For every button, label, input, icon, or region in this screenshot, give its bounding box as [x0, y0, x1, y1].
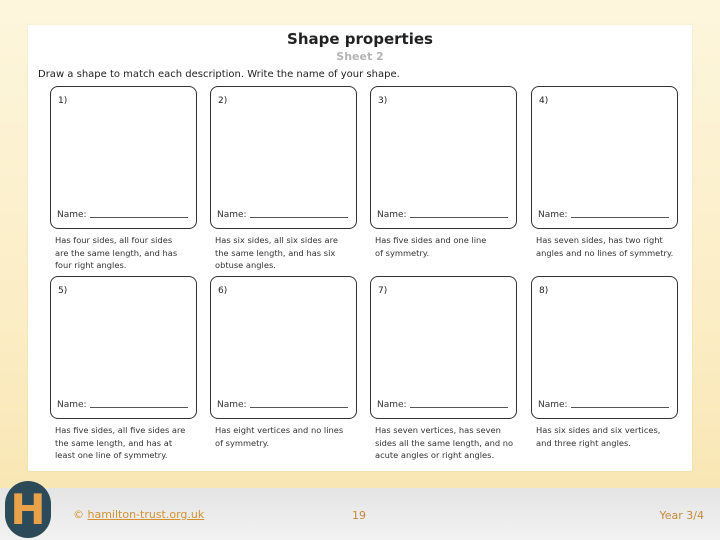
name-label: Name: [538, 210, 568, 220]
drawing-box[interactable] [50, 276, 197, 419]
copyright-link[interactable]: hamilton-trust.org.uk [87, 508, 205, 521]
box-number: 3) [378, 96, 388, 106]
worksheet-instruction: Draw a shape to match each description. Write the name of your shape. [38, 69, 400, 80]
box-number: 5) [58, 286, 68, 296]
description-line: obtuse angles. [215, 260, 276, 270]
shape-description [55, 424, 207, 462]
page-number: 19 [352, 509, 366, 522]
description-line: the same length, and has at [55, 437, 173, 448]
drawing-box[interactable] [210, 276, 357, 419]
description-line: angles and no lines of symmetry. [536, 247, 674, 258]
shape-description [536, 424, 688, 449]
description-line: the same length, and has six [215, 247, 336, 258]
description-line: Has eight vertices and no lines [215, 425, 344, 435]
logo-letter: H [10, 485, 46, 534]
worksheet-subtitle: Sheet 2 [336, 50, 384, 63]
name-field[interactable] [377, 209, 508, 220]
drawing-box[interactable] [370, 86, 517, 229]
box-number: 7) [378, 286, 388, 296]
name-line [250, 217, 348, 218]
name-field[interactable] [217, 399, 348, 410]
copyright [73, 508, 204, 521]
name-line [410, 407, 508, 408]
description-line: Has six sides and six vertices, [536, 425, 661, 435]
name-label: Name: [538, 400, 568, 410]
copyright-symbol: © [73, 508, 84, 521]
name-field[interactable] [377, 399, 508, 410]
name-field[interactable] [217, 209, 348, 220]
box-number: 1) [58, 96, 68, 106]
drawing-box[interactable] [531, 276, 678, 419]
name-field[interactable] [57, 209, 188, 220]
name-line [90, 407, 188, 408]
hamilton-logo-icon [5, 481, 51, 538]
description-line: sides all the same length, and no [375, 437, 514, 448]
drawing-box[interactable] [531, 86, 678, 229]
description-line: are the same length, and has [55, 247, 178, 258]
description-line: Has six sides, all six sides are [215, 235, 338, 245]
shape-description [375, 234, 527, 259]
name-label: Name: [57, 400, 87, 410]
name-label: Name: [377, 400, 407, 410]
description-line: Has five sides, all five sides are [55, 425, 186, 435]
name-label: Name: [217, 400, 247, 410]
year-label: Year 3/4 [659, 509, 704, 522]
name-field[interactable] [538, 209, 669, 220]
name-field[interactable] [57, 399, 188, 410]
shape-description [215, 424, 367, 449]
shape-description [215, 234, 367, 272]
description-line: Has five sides and one line [375, 235, 487, 245]
shape-description [55, 234, 207, 272]
name-label: Name: [217, 210, 247, 220]
drawing-box[interactable] [50, 86, 197, 229]
box-number: 2) [218, 96, 228, 106]
drawing-box[interactable] [210, 86, 357, 229]
name-line [410, 217, 508, 218]
name-field[interactable] [538, 399, 669, 410]
worksheet [28, 25, 692, 471]
description-line: Has seven vertices, has seven [375, 425, 501, 435]
shape-description [536, 234, 688, 259]
description-line: least one line of symmetry. [55, 450, 168, 460]
name-line [571, 217, 669, 218]
box-number: 4) [539, 96, 549, 106]
description-line: Has seven sides, has two right [536, 235, 663, 245]
name-line [571, 407, 669, 408]
description-line: of symmetry. [215, 437, 270, 448]
name-label: Name: [377, 210, 407, 220]
drawing-box[interactable] [370, 276, 517, 419]
worksheet-title: Shape properties [287, 30, 433, 48]
description-line: four right angles. [55, 260, 127, 270]
box-number: 6) [218, 286, 228, 296]
description-line: and three right angles. [536, 437, 631, 448]
description-line: of symmetry. [375, 247, 430, 258]
shape-description [375, 424, 527, 462]
name-line [250, 407, 348, 408]
description-line: acute angles or right angles. [375, 450, 495, 460]
description-line: Has four sides, all four sides [55, 235, 173, 245]
box-number: 8) [539, 286, 549, 296]
name-line [90, 217, 188, 218]
name-label: Name: [57, 210, 87, 220]
